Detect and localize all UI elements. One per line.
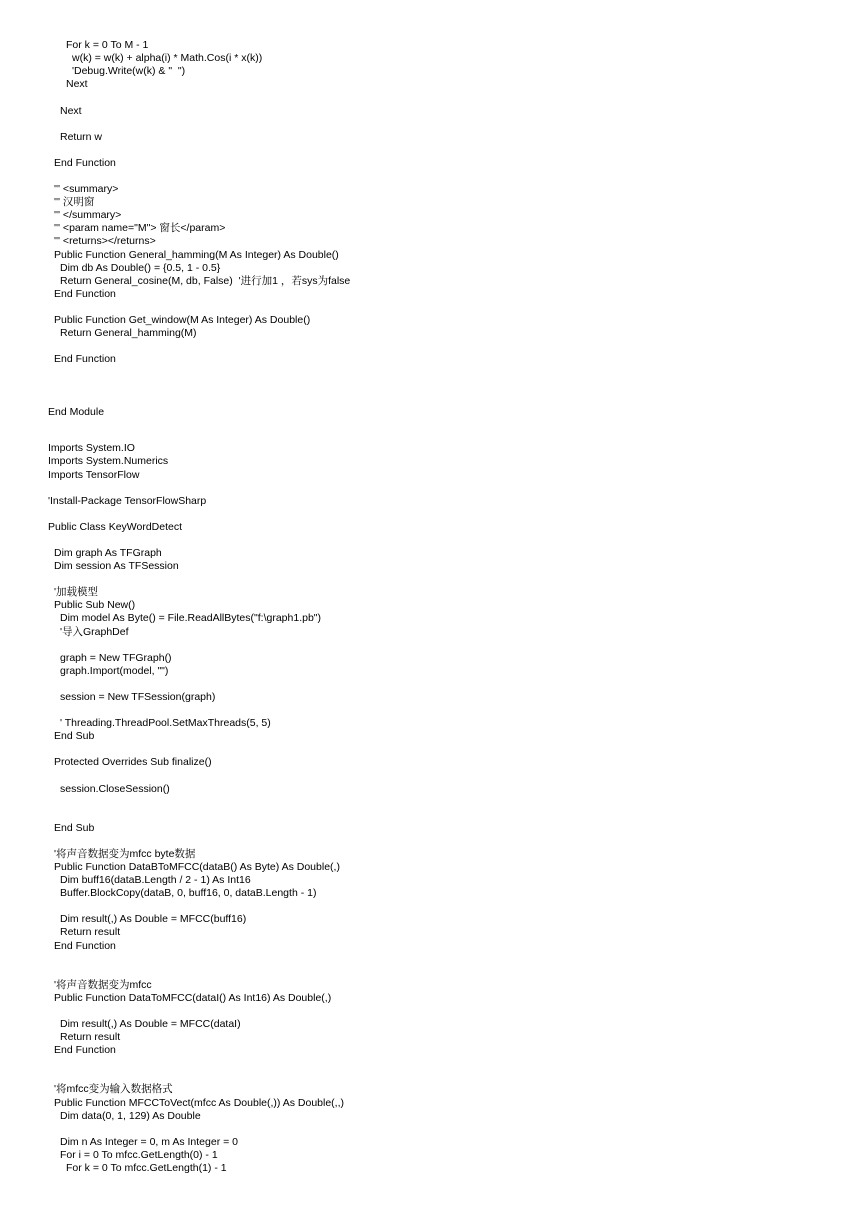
code-line: End Sub	[54, 822, 95, 834]
code-line: Dim db As Double() = {0.5, 1 - 0.5}	[60, 262, 221, 274]
code-line: Public Class KeyWordDetect	[48, 521, 183, 533]
code-line: graph.Import(model, "")	[60, 665, 169, 677]
code-line: Dim n As Integer = 0, m As Integer = 0	[60, 1136, 239, 1148]
code-line: Imports TensorFlow	[48, 469, 140, 481]
code-line: Public Function General_hamming(M As Integer) As Double()	[54, 249, 339, 261]
code-line: Next	[66, 78, 88, 90]
code-line: ''' </summary>	[54, 209, 122, 221]
code-line: End Function	[54, 288, 116, 300]
code-line: For k = 0 To mfcc.GetLength(1) - 1	[66, 1162, 227, 1174]
code-line: ''' <summary>	[54, 183, 119, 195]
code-line: Protected Overrides Sub finalize()	[54, 756, 212, 768]
code-line: Public Function MFCCToVect(mfcc As Double(,)) As Double(,,)	[54, 1097, 345, 1109]
code-line: Dim model As Byte() = File.ReadAllBytes("f:\graph1.pb")	[60, 612, 322, 624]
code-line: Return result	[60, 1031, 121, 1043]
code-line: End Function	[54, 940, 116, 952]
code-line: Dim result(,) As Double = MFCC(dataI)	[60, 1018, 241, 1030]
code-line: ''' 汉明窗	[54, 196, 95, 208]
code-line: ''' <param name="M"> 窗长</param>	[54, 222, 226, 234]
code-line: Public Sub New()	[54, 599, 136, 611]
code-line: '将声音数据变为mfcc	[54, 979, 152, 991]
code-line: Dim result(,) As Double = MFCC(buff16)	[60, 913, 247, 925]
code-line: For i = 0 To mfcc.GetLength(0) - 1	[60, 1149, 218, 1161]
code-line: End Function	[54, 1044, 116, 1056]
code-line: Public Function DataBToMFCC(dataB() As Byte) As Double(,)	[54, 861, 340, 873]
code-line: Next	[60, 105, 82, 117]
code-line: w(k) = w(k) + alpha(i) * Math.Cos(i * x(k))	[72, 52, 263, 64]
code-line: End Function	[54, 157, 116, 169]
code-line: Buffer.BlockCopy(dataB, 0, buff16, 0, dataB.Length - 1)	[60, 887, 317, 899]
code-line: End Function	[54, 353, 116, 365]
code-line: Public Function Get_window(M As Integer) As Double()	[54, 314, 311, 326]
code-line: Dim buff16(dataB.Length / 2 - 1) As Int16	[60, 874, 251, 886]
code-line: Return w	[60, 131, 103, 143]
code-line: Return General_cosine(M, db, False) '进行加1 ，若sys为false	[60, 275, 351, 287]
code-line: End Module	[48, 406, 105, 418]
code-line: session = New TFSession(graph)	[60, 691, 216, 703]
code-line: '导入GraphDef	[60, 626, 129, 638]
code-line: Public Function DataToMFCC(dataI() As Int16) As Double(,)	[54, 992, 332, 1004]
code-line: ''' <returns></returns>	[54, 235, 156, 247]
code-line: Return General_hamming(M)	[60, 327, 197, 339]
code-line: End Sub	[54, 730, 95, 742]
code-line: '将mfcc变为输入数据格式	[54, 1083, 173, 1095]
code-line: For k = 0 To M - 1	[66, 39, 149, 51]
code-line: session.CloseSession()	[60, 783, 170, 795]
code-line: Dim graph As TFGraph	[54, 547, 162, 559]
code-line: Dim data(0, 1, 129) As Double	[60, 1110, 201, 1122]
code-line: '加载模型	[54, 586, 99, 598]
code-line: graph = New TFGraph()	[60, 652, 172, 664]
code-line: ' Threading.ThreadPool.SetMaxThreads(5, 5)	[60, 717, 271, 729]
code-line: 'Debug.Write(w(k) & " ")	[72, 65, 186, 77]
code-line: '将声音数据变为mfcc byte数据	[54, 848, 196, 860]
code-line: Dim session As TFSession	[54, 560, 179, 572]
code-line: Return result	[60, 926, 121, 938]
code-line: 'Install-Package TensorFlowSharp	[48, 495, 207, 507]
code-line: Imports System.IO	[48, 442, 135, 454]
code-line: Imports System.Numerics	[48, 455, 169, 467]
